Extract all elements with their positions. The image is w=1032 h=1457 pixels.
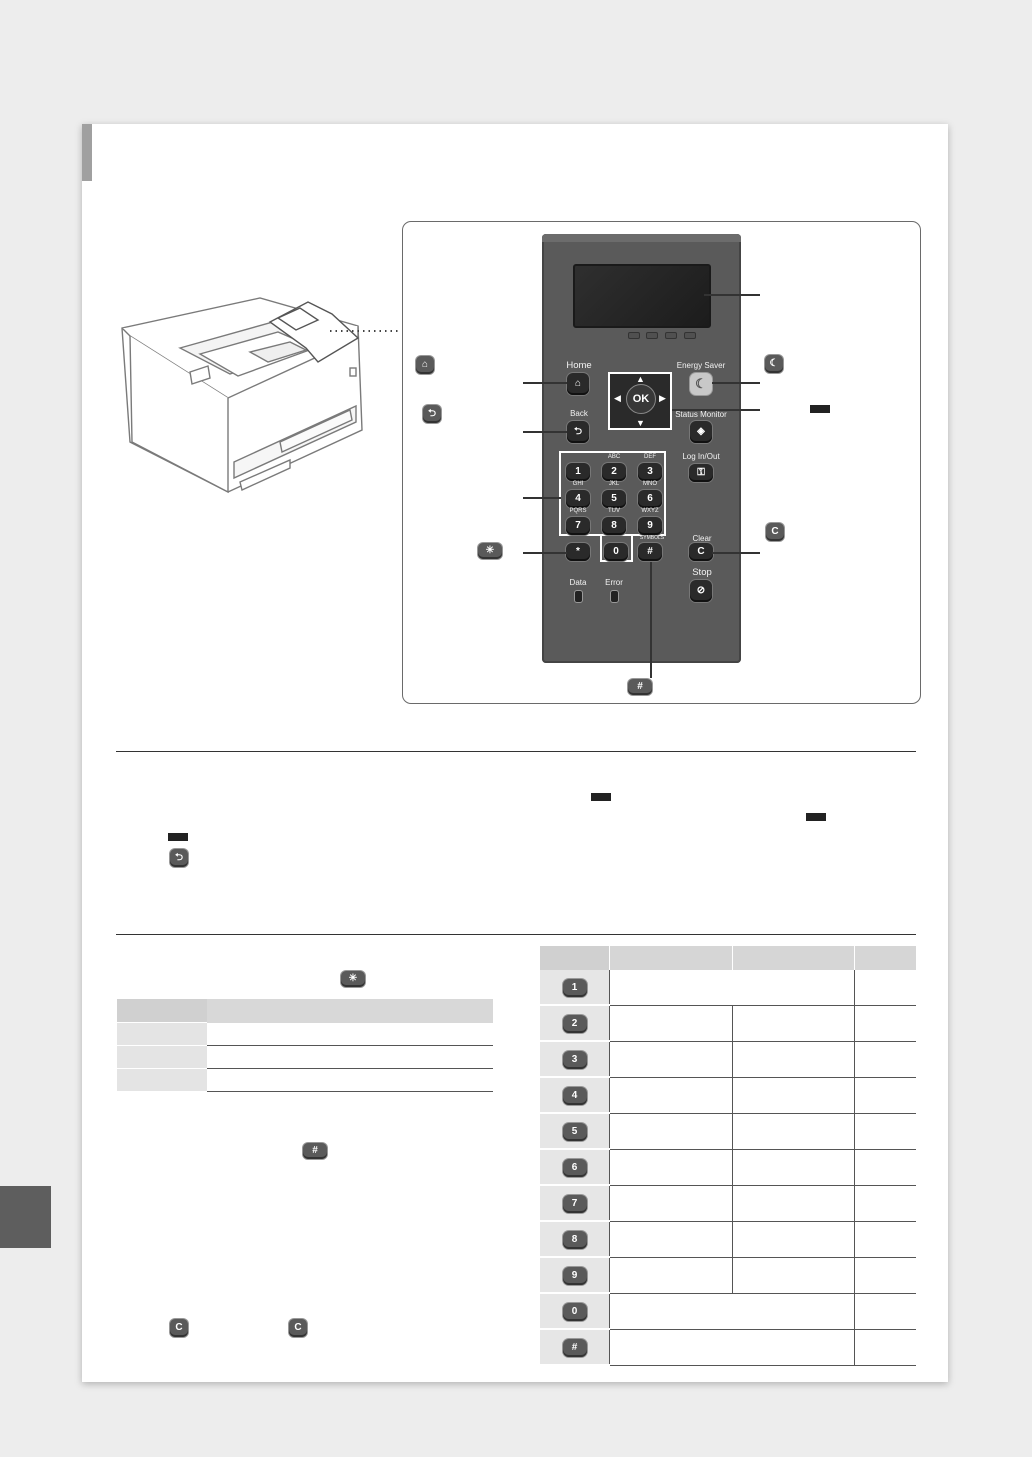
clear-button[interactable]: C [689, 543, 713, 561]
key-2[interactable]: 2 [602, 463, 626, 481]
asterisk-icon: ✳ [341, 971, 365, 987]
table-header-cell [207, 999, 493, 1023]
hash-icon: # [563, 1339, 587, 1357]
status-monitor-label: Status Monitor [675, 410, 727, 419]
character-input-table [540, 946, 916, 1366]
key-7-icon: 7 [563, 1195, 587, 1213]
home-icon: ⌂ [416, 356, 434, 374]
section-divider [116, 751, 916, 752]
indicator-dot [665, 332, 677, 339]
error-label: Error [605, 578, 623, 587]
table-row [540, 1005, 916, 1041]
clear-c-icon: C [170, 1319, 188, 1337]
table-header-cell [610, 946, 733, 970]
table-row [117, 1069, 493, 1092]
leader-dots [330, 326, 402, 336]
arrow-down-icon[interactable]: ▼ [636, 418, 645, 428]
key-letters: ABC [607, 454, 621, 460]
hash-icon: # [628, 679, 652, 695]
key-7[interactable]: 7 [566, 517, 590, 535]
back-arrow-icon: ⮌ [423, 405, 441, 423]
arrow-right-icon[interactable]: ▶ [659, 393, 666, 403]
key-4[interactable]: 4 [566, 490, 590, 508]
energy-saver-button[interactable] [690, 373, 712, 395]
callout-line [712, 552, 760, 554]
key-0[interactable]: 0 [604, 543, 628, 561]
printer-illustration [110, 292, 410, 497]
stop-button[interactable] [690, 580, 712, 602]
clear-c-icon: C [289, 1319, 307, 1337]
home-label: Home [566, 360, 592, 371]
table-header-cell [855, 946, 916, 970]
diamond-icon: ◈ [697, 426, 705, 437]
key-2-icon: 2 [563, 1015, 587, 1033]
key-letters: MNO [643, 481, 657, 487]
symbols-label: SYMBOLS [639, 535, 665, 541]
home-icon: ⌂ [574, 378, 582, 389]
hash-icon: # [303, 1143, 327, 1159]
section-title-bar [82, 124, 92, 181]
label-tag [810, 405, 830, 413]
table-row [540, 1329, 916, 1365]
table-row [540, 1077, 916, 1113]
key-letters: JKL [608, 481, 620, 487]
moon-icon: ☾ [695, 376, 707, 391]
key-5-icon: 5 [563, 1123, 587, 1141]
energy-saver-label: Energy Saver [676, 361, 726, 370]
table-header-cell [540, 946, 610, 970]
lcd-display [573, 264, 711, 328]
table-row [540, 1221, 916, 1257]
stop-label: Stop [692, 567, 712, 578]
label-tag [806, 813, 826, 821]
indicator-dot [628, 332, 640, 339]
table-row [540, 970, 916, 1005]
label-tag [591, 793, 611, 801]
key-letters: GHI [572, 481, 584, 487]
indicator-dot [646, 332, 658, 339]
table-row [540, 1257, 916, 1293]
key-3-icon: 3 [563, 1051, 587, 1069]
key-letters: TUV [608, 508, 620, 514]
arrow-up-icon[interactable]: ▲ [636, 374, 645, 384]
callout-line [672, 409, 760, 411]
key-icon: ⚿ [697, 467, 705, 478]
callout-line [704, 294, 760, 296]
key-letters: WXYZ [641, 508, 659, 514]
callout-line [523, 382, 567, 384]
callout-line [523, 552, 567, 554]
key-8[interactable]: 8 [602, 517, 626, 535]
control-panel [542, 234, 741, 663]
star-key[interactable]: * [566, 543, 590, 561]
key-0-icon: 0 [563, 1303, 587, 1321]
back-arrow-icon: ⮌ [573, 426, 582, 437]
key-letters: DEF [644, 454, 656, 460]
key-9[interactable]: 9 [638, 517, 662, 535]
table-row [540, 1113, 916, 1149]
error-led [610, 590, 619, 603]
key-4-icon: 4 [563, 1087, 587, 1105]
data-led [574, 590, 583, 603]
key-6[interactable]: 6 [638, 490, 662, 508]
callout-line [523, 497, 561, 499]
table-row [117, 1023, 493, 1046]
moon-icon: ☾ [765, 355, 783, 373]
table-row [540, 1293, 916, 1329]
table-row [540, 1149, 916, 1185]
key-letters: PQRS [569, 508, 587, 514]
key-9-icon: 9 [563, 1267, 587, 1285]
section-divider [116, 934, 916, 935]
back-arrow-icon: ⮌ [170, 849, 188, 867]
key-8-icon: 8 [563, 1231, 587, 1249]
back-label: Back [570, 409, 588, 418]
status-monitor-button[interactable] [690, 421, 712, 443]
home-button[interactable] [567, 373, 589, 395]
table-row [540, 1185, 916, 1221]
data-label: Data [569, 578, 587, 587]
back-button[interactable] [567, 421, 589, 443]
log-in-out-label: Log In/Out [682, 452, 720, 461]
stop-icon: ⊘ [696, 585, 706, 596]
key-5[interactable]: 5 [602, 490, 626, 508]
callout-line [523, 431, 567, 433]
panel-top-edge [542, 234, 741, 242]
clear-c-icon: C [766, 523, 784, 541]
arrow-left-icon[interactable]: ◀ [614, 393, 621, 403]
input-mode-table [117, 999, 493, 1092]
key-6-icon: 6 [563, 1159, 587, 1177]
callout-line [650, 562, 652, 678]
side-index-tab [0, 1186, 51, 1248]
key-1[interactable]: 1 [566, 463, 590, 481]
table-row [117, 1046, 493, 1069]
clear-label: Clear [692, 534, 712, 543]
log-in-out-button[interactable] [689, 464, 713, 482]
hash-key[interactable]: # [638, 543, 662, 561]
callout-line [712, 382, 760, 384]
ok-button[interactable]: OK [626, 384, 656, 414]
indicator-dot [684, 332, 696, 339]
table-row [540, 1041, 916, 1077]
key-3[interactable]: 3 [638, 463, 662, 481]
navigation-pad [608, 372, 672, 430]
key-1-icon: 1 [563, 979, 587, 997]
table-header-cell [117, 999, 207, 1023]
label-tag [168, 833, 188, 841]
table-header-cell [732, 946, 855, 970]
asterisk-icon: ✳ [478, 543, 502, 559]
